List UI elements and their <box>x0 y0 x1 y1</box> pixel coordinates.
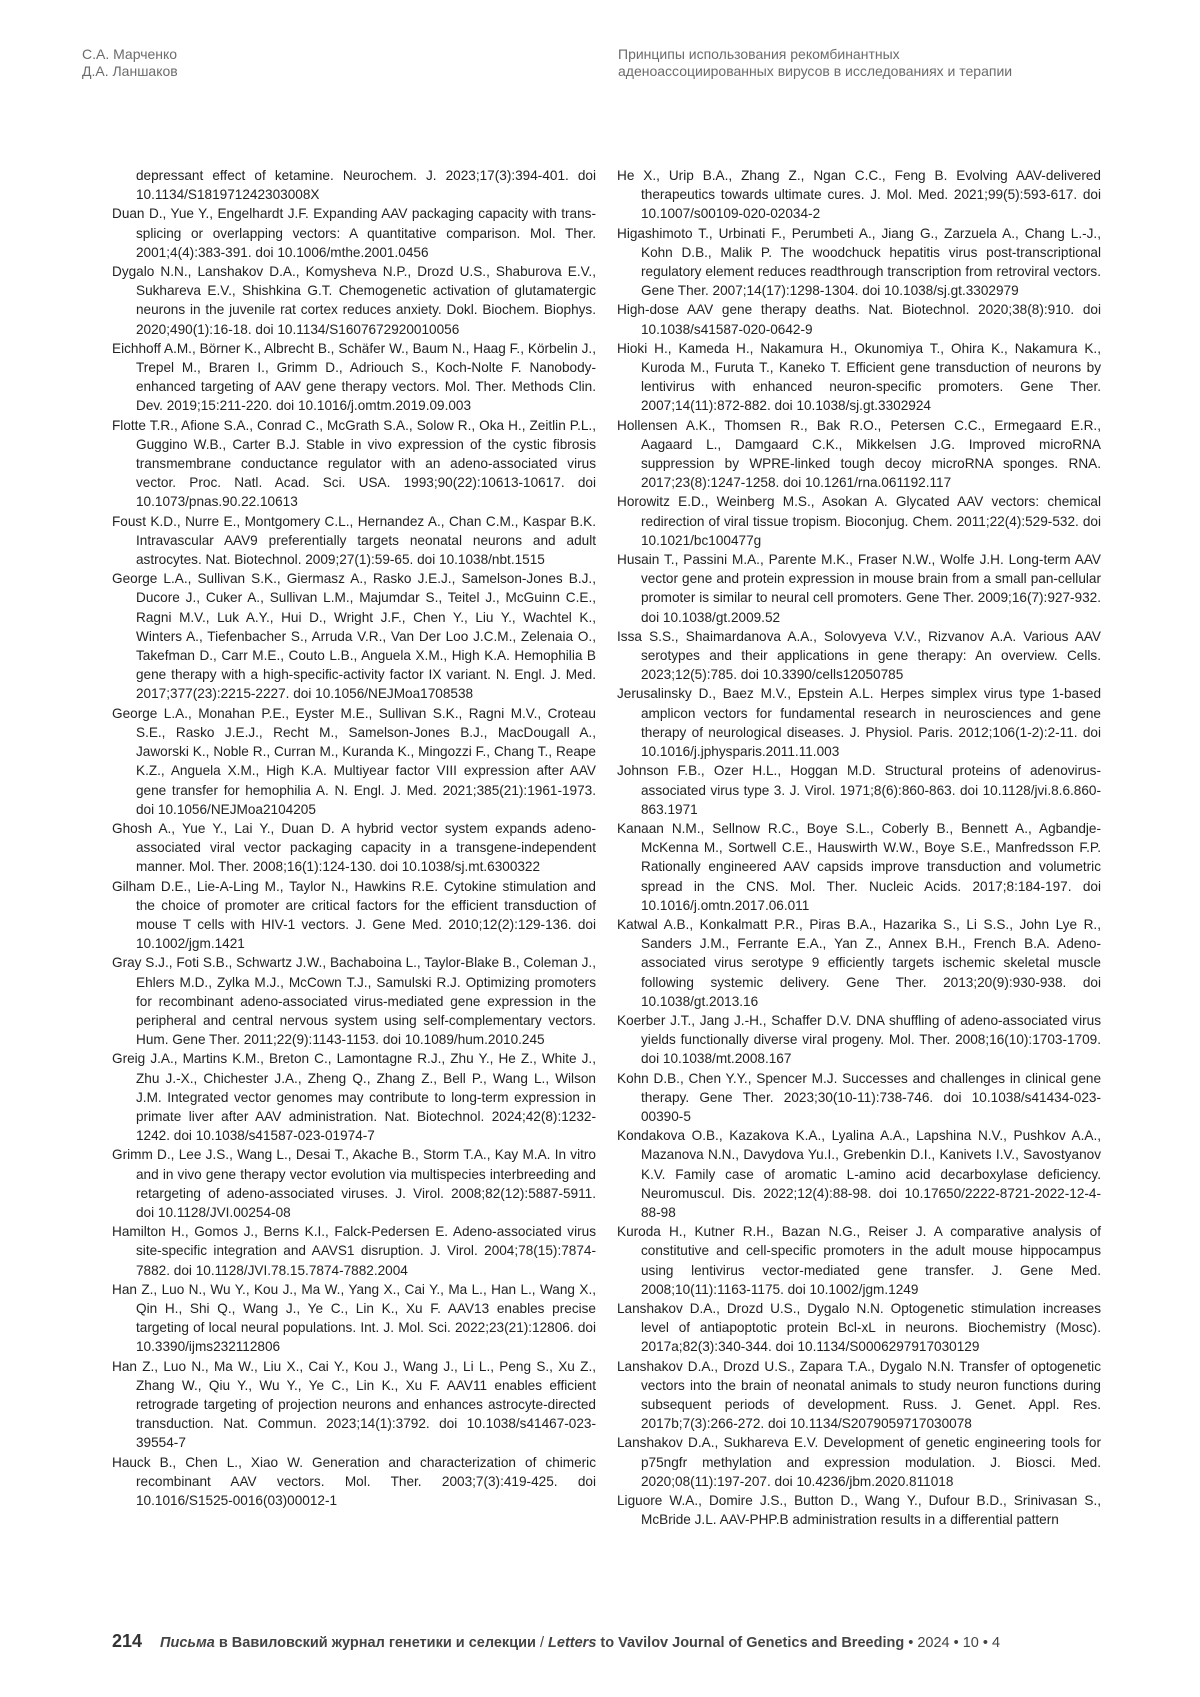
reference-entry: Duan D., Yue Y., Engelhardt J.F. Expanding AAV packaging capacity with trans-splicing or overlapping vectors: A quantitative comparison. Mol. Ther. 2001;4(4):383-391. doi 10.1006/mthe.2001.0456 <box>112 206 596 260</box>
journal-separator: / <box>535 1635 549 1651</box>
reference-entry: Higashimoto T., Urbinati F., Perumbeti A., Jiang G., Zarzuela A., Chang L.-J., Kohn D.B., Malik P. The woodchuck hepatitis virus post-transcriptional regulatory element reduces readthrough transcription from retroviral vectors. Gene Ther. 2007;14(17):1298-1304. doi 10.1038/sj.gt.3302979 <box>617 225 1101 299</box>
running-title-line: Принципы использования рекомбинантных <box>618 46 900 62</box>
journal-en-italic: Letters <box>548 1635 597 1651</box>
references-left-column <box>112 166 596 1510</box>
reference-entry: Flotte T.R., Afione S.A., Conrad C., McGrath S.A., Solow R., Oka H., Zeitlin P.L., Guggino W.B., Carter B.J. Stable in vivo expression of the cystic fibrosis transmembrane conductance regulator with an adeno-associated virus vector. Proc. Natl. Acad. Sci. USA. 1993;90(22):10613-10617. doi 10.1073/pnas.90.22.10613 <box>112 417 596 510</box>
reference-entry: Han Z., Luo N., Wu Y., Kou J., Ma W., Yang X., Cai Y., Ma L., Han L., Wang X., Qin H., Shi Q., Wang J., Ye C., Lin K., Xu F. AAV13 enables precise targeting of local neural populations. Int. J. Mol. Sci. 2022;23(21):12806. doi 10.3390/ijms232112806 <box>112 1281 596 1355</box>
references-right-column <box>617 166 1101 1529</box>
reference-entry: Gilham D.E., Lie-A-Ling M., Taylor N., Hawkins R.E. Cytokine stimulation and the choice of promoter are critical factors for the efficient transduction of mouse T cells with HIV-1 vectors. J. Gene Med. 2010;12(2):129-136. doi 10.1002/jgm.1421 <box>112 878 596 952</box>
reference-entry: Lanshakov D.A., Drozd U.S., Dygalo N.N. Optogenetic stimulation increases level of antiapoptotic protein Bcl-xL in neurons. Biochemistry (Mosc). 2017a;82(3):340-344. doi 10.1134/S0006297917030129 <box>617 1300 1101 1355</box>
page-header <box>0 46 1200 86</box>
reference-entry: High-dose AAV gene therapy deaths. Nat. Biotechnol. 2020;38(8):910. doi 10.1038/s41587-020-0642-9 <box>617 302 1101 337</box>
reference-entry: Kanaan N.M., Sellnow R.C., Boye S.L., Coberly B., Bennett A., Agbandje-McKenna M., Sortwell C.E., Hauswirth W.W., Boye S.E., Manfredsson F.P. Rationally engineered AAV capsids improve transduction and volumetric spread in the CNS. Mol. Ther. Nucleic Acids. 2017;8:184-197. doi 10.1016/j.omtn.2017.06.011 <box>617 820 1101 913</box>
journal-ru-italic: Письма <box>160 1635 215 1651</box>
reference-entry: Jerusalinsky D., Baez M.V., Epstein A.L. Herpes simplex virus type 1-based amplicon vectors for fundamental research in neurosciences and gene therapy of neurological diseases. J. Physiol. Paris. 2012;106(1-2):2-11. doi 10.1016/j.jphysparis.2011.11.003 <box>617 686 1101 760</box>
reference-entry: Kuroda H., Kutner R.H., Bazan N.G., Reiser J. A comparative analysis of constitutive and cell-specific promoters in the adult mouse hippocampus using lentivirus vector-mediated gene transfer. J. Gene Med. 2008;10(11):1163-1175. doi 10.1002/jgm.1249 <box>617 1224 1101 1297</box>
journal-en-title: to Vavilov Journal of Genetics and Breeding <box>596 1635 905 1651</box>
reference-entry: George L.A., Sullivan S.K., Giermasz A., Rasko J.E.J., Samelson-Jones B.J., Ducore J., Cuker A., Sullivan L.M., Majumdar S., Teitel J., McGuinn C.E., Ragni M.V., Luk A.Y., Hui D., Wright J.F., Chen Y., Liu Y., Wachtel K., Winters A., Tiefenbacher S., Arruda V.R., Van Der Loo J.C.M., Zelenaia O., Takefman D., Carr M.E., Couto L.B., Anguela X.M., High K.A. Hemophilia B gene therapy with a high-specific-activity factor IX variant. N. Engl. J. Med. 2017;377(23):2215-2227. doi 10.1056/NEJMoa1708538 <box>112 571 596 702</box>
reference-entry: Johnson F.B., Ozer H.L., Hoggan M.D. Structural proteins of adenovirus-associated virus type 3. J. Virol. 1971;8(6):860-863. doi 10.1128/jvi.8.6.860-863.1971 <box>617 763 1101 817</box>
reference-entry: He X., Urip B.A., Zhang Z., Ngan C.C., Feng B. Evolving AAV-delivered therapeutics towards ultimate cures. J. Mol. Med. 2021;99(5):593-617. doi 10.1007/s00109-020-02034-2 <box>617 168 1101 222</box>
reference-entry: Hauck B., Chen L., Xiao W. Generation and characterization of chimeric recombinant AAV vectors. Mol. Ther. 2003;7(3):419-425. doi 10.1016/S1525-0016(03)00012-1 <box>112 1454 596 1509</box>
author-line: С.А. Марченко <box>82 46 178 62</box>
journal-issue: • 2024 • 10 • 4 <box>904 1635 1001 1651</box>
reference-entry: Husain T., Passini M.A., Parente M.K., Fraser N.W., Wolfe J.H. Long-term AAV vector gene and protein expression in mouse brain from a small pan-cellular promoter is similar to neural cell promoters. Gene Ther. 2009;16(7):927-932. doi 10.1038/gt.2009.52 <box>617 552 1101 625</box>
reference-entry: Han Z., Luo N., Ma W., Liu X., Cai Y., Kou J., Wang J., Li L., Peng S., Xu Z., Zhang W., Qiu Y., Wu Y., Ye C., Lin K., Xu F. AAV11 enables efficient retrograde targeting of projection neurons and enhances astrocyte-directed transduction. Nat. Commun. 2023;14(1):3792. doi 10.1038/s41467-023-39554-7 <box>112 1358 596 1451</box>
reference-entry: Hamilton H., Gomos J., Berns K.I., Falck-Pedersen E. Adeno-associated virus site-specific integration and AAVS1 disruption. J. Virol. 2004;78(15):7874-7882. doi 10.1128/JVI.78.15.7874-7882.2004 <box>112 1224 596 1278</box>
reference-entry: Lanshakov D.A., Sukhareva E.V. Development of genetic engineering tools for p75ngfr methylation and expression modulation. J. Biosci. Med. 2020;08(11):197-207. doi 10.4236/jbm.2020.811018 <box>617 1435 1101 1489</box>
reference-entry: Issa S.S., Shaimardanova A.A., Solovyeva V.V., Rizvanov A.A. Various AAV serotypes and their applications in gene therapy: An overview. Cells. 2023;12(5):785. doi 10.3390/cells12050785 <box>617 628 1101 683</box>
reference-entry: Eichhoff A.M., Börner K., Albrecht B., Schäfer W., Baum N., Haag F., Körbelin J., Trepel M., Braren I., Grimm D., Adriouch S., Koch-Nolte F. Nanobody-enhanced targeting of AAV gene therapy vectors. Mol. Ther. Methods Clin. Dev. 2019;15:211-220. doi 10.1016/j.omtm.2019.09.003 <box>112 340 596 414</box>
reference-entry: Katwal A.B., Konkalmatt P.R., Piras B.A., Hazarika S., Li S.S., John Lye R., Sanders J.M., Ferrante E.A., Yan Z., Annex B.H., French B.A. Adeno-associated virus serotype 9 efficiently targets ischemic skeletal muscle following systemic delivery. Gene Ther. 2013;20(9):930-938. doi 10.1038/gt.2013.16 <box>617 916 1101 1009</box>
reference-entry: Greig J.A., Martins K.M., Breton C., Lamontagne R.J., Zhu Y., He Z., White J., Zhu J.-X., Chichester J.A., Zheng Q., Zhang Z., Bell P., Wang L., Wilson J.M. Integrated vector genomes may contribute to long-term expression in primate liver after AAV administration. Nat. Biotechnol. 2024;42(8):1232-1242. doi 10.1038/s41587-023-01974-7 <box>112 1051 596 1144</box>
reference-entry: Koerber J.T., Jang J.-H., Schaffer D.V. DNA shuffling of adeno-associated virus yields functionally diverse viral progeny. Mol. Ther. 2008;16(10):1703-1709. doi 10.1038/mt.2008.167 <box>617 1012 1101 1067</box>
running-title-line: аденоассоциированных вирусов в исследованиях и терапии <box>618 63 1013 79</box>
reference-entry: Foust K.D., Nurre E., Montgomery C.L., Hernandez A., Chan C.M., Kaspar B.K. Intravascular AAV9 preferentially targets neonatal neurons and adult astrocytes. Nat. Biotechnol. 2009;27(1):59-65. doi 10.1038/nbt.1515 <box>112 513 596 568</box>
page-number: 214 <box>112 1631 143 1651</box>
journal-ru-title: в Вавиловский журнал генетики и селекции <box>214 1635 536 1651</box>
authors <box>82 46 178 80</box>
reference-entry: Hollensen A.K., Thomsen R., Bak R.O., Petersen C.C., Ermegaard E.R., Aagaard L., Damgaard C.K., Mikkelsen J.G. Improved microRNA suppression by WPRE-linked tough decoy microRNA sponges. RNA. 2017;23(8):1247-1258. doi 10.1261/rna.061192.117 <box>617 417 1101 491</box>
reference-entry: Lanshakov D.A., Drozd U.S., Zapara T.A., Dygalo N.N. Transfer of optogenetic vectors into the brain of neonatal animals to study neuron functions during subsequent periods of development. Russ. J. Genet. Appl. Res. 2017b;7(3):266-272. doi 10.1134/S2079059717030078 <box>617 1358 1101 1432</box>
reference-entry: depressant effect of ketamine. Neurochem. J. 2023;17(3):394-401. doi 10.1134/S181971242303008X <box>136 168 596 203</box>
reference-entry: Grimm D., Lee J.S., Wang L., Desai T., Akache B., Storm T.A., Kay M.A. In vitro and in vivo gene therapy vector evolution via multispecies interbreeding and retargeting of adeno-associated viruses. J. Virol. 2008;82(12):5887-5911. doi 10.1128/JVI.00254-08 <box>112 1147 596 1220</box>
reference-entry: Ghosh A., Yue Y., Lai Y., Duan D. A hybrid vector system expands adeno-associated viral vector packaging capacity in a transgene-independent manner. Mol. Ther. 2008;16(1):124-130. doi 10.1038/sj.mt.6300322 <box>112 820 596 875</box>
page-footer <box>112 1631 1102 1653</box>
running-title <box>618 46 1012 80</box>
reference-entry: Gray S.J., Foti S.B., Schwartz J.W., Bachaboina L., Taylor-Blake B., Coleman J., Ehlers M.D., Zylka M.J., McCown T.J., Samulski R.J. Optimizing promoters for recombinant adeno-associated virus-mediated gene expression in the peripheral and central nervous system using self-complementary vectors. Hum. Gene Ther. 2011;22(9):1143-1153. doi 10.1089/hum.2010.245 <box>112 955 596 1048</box>
reference-entry: Kohn D.B., Chen Y.Y., Spencer M.J. Successes and challenges in clinical gene therapy. Gene Ther. 2023;30(10-11):738-746. doi 10.1038/s41434-023-00390-5 <box>617 1070 1101 1124</box>
reference-entry: Liguore W.A., Domire J.S., Button D., Wang Y., Dufour B.D., Srinivasan S., McBride J.L. AAV-PHP.B administration results in a differential pattern <box>617 1493 1101 1528</box>
reference-entry: George L.A., Monahan P.E., Eyster M.E., Sullivan S.K., Ragni M.V., Croteau S.E., Rasko J.E.J., Recht M., Samelson-Jones B.J., MacDougall A., Jaworski K., Noble R., Curran M., Kuranda K., Mingozzi F., Chang T., Reape K.Z., Anguela X.M., High K.A. Multiyear factor VIII expression after AAV gene transfer for hemophilia A. N. Engl. J. Med. 2021;385(21):1961-1973. doi 10.1056/NEJMoa2104205 <box>112 705 596 817</box>
author-line: Д.А. Ланшаков <box>82 63 178 79</box>
reference-entry: Kondakova O.B., Kazakova K.A., Lyalina A.A., Lapshina N.V., Pushkov A.A., Mazanova N.N., Davydova Yu.I., Grebenkin D.I., Kanivets I.V., Savostyanov K.V. Family case of aromatic L-amino acid decarboxylase deficiency. Neuromuscul. Dis. 2022;12(4):88-98. doi 10.17650/2222-8721-2022-12-4-88-98 <box>617 1128 1101 1220</box>
reference-entry: Horowitz E.D., Weinberg M.S., Asokan A. Glycated AAV vectors: chemical redirection of viral tissue tropism. Bioconjug. Chem. 2011;22(4):529-532. doi 10.1021/bc100477g <box>617 494 1101 548</box>
reference-entry: Dygalo N.N., Lanshakov D.A., Komysheva N.P., Drozd U.S., Shaburova E.V., Sukhareva E.V., Shishkina G.T. Chemogenetic activation of glutamatergic neurons in the juvenile rat cortex reduces anxiety. Dokl. Biochem. Biophys. 2020;490(1):16-18. doi 10.1134/S1607672920010056 <box>112 264 596 337</box>
reference-entry: Hioki H., Kameda H., Nakamura H., Okunomiya T., Ohira K., Nakamura K., Kuroda M., Furuta T., Kaneko T. Efficient gene transduction of neurons by lentivirus with enhanced neuron-specific promoters. Gene Ther. 2007;14(11):872-882. doi 10.1038/sj.gt.3302924 <box>617 340 1101 414</box>
